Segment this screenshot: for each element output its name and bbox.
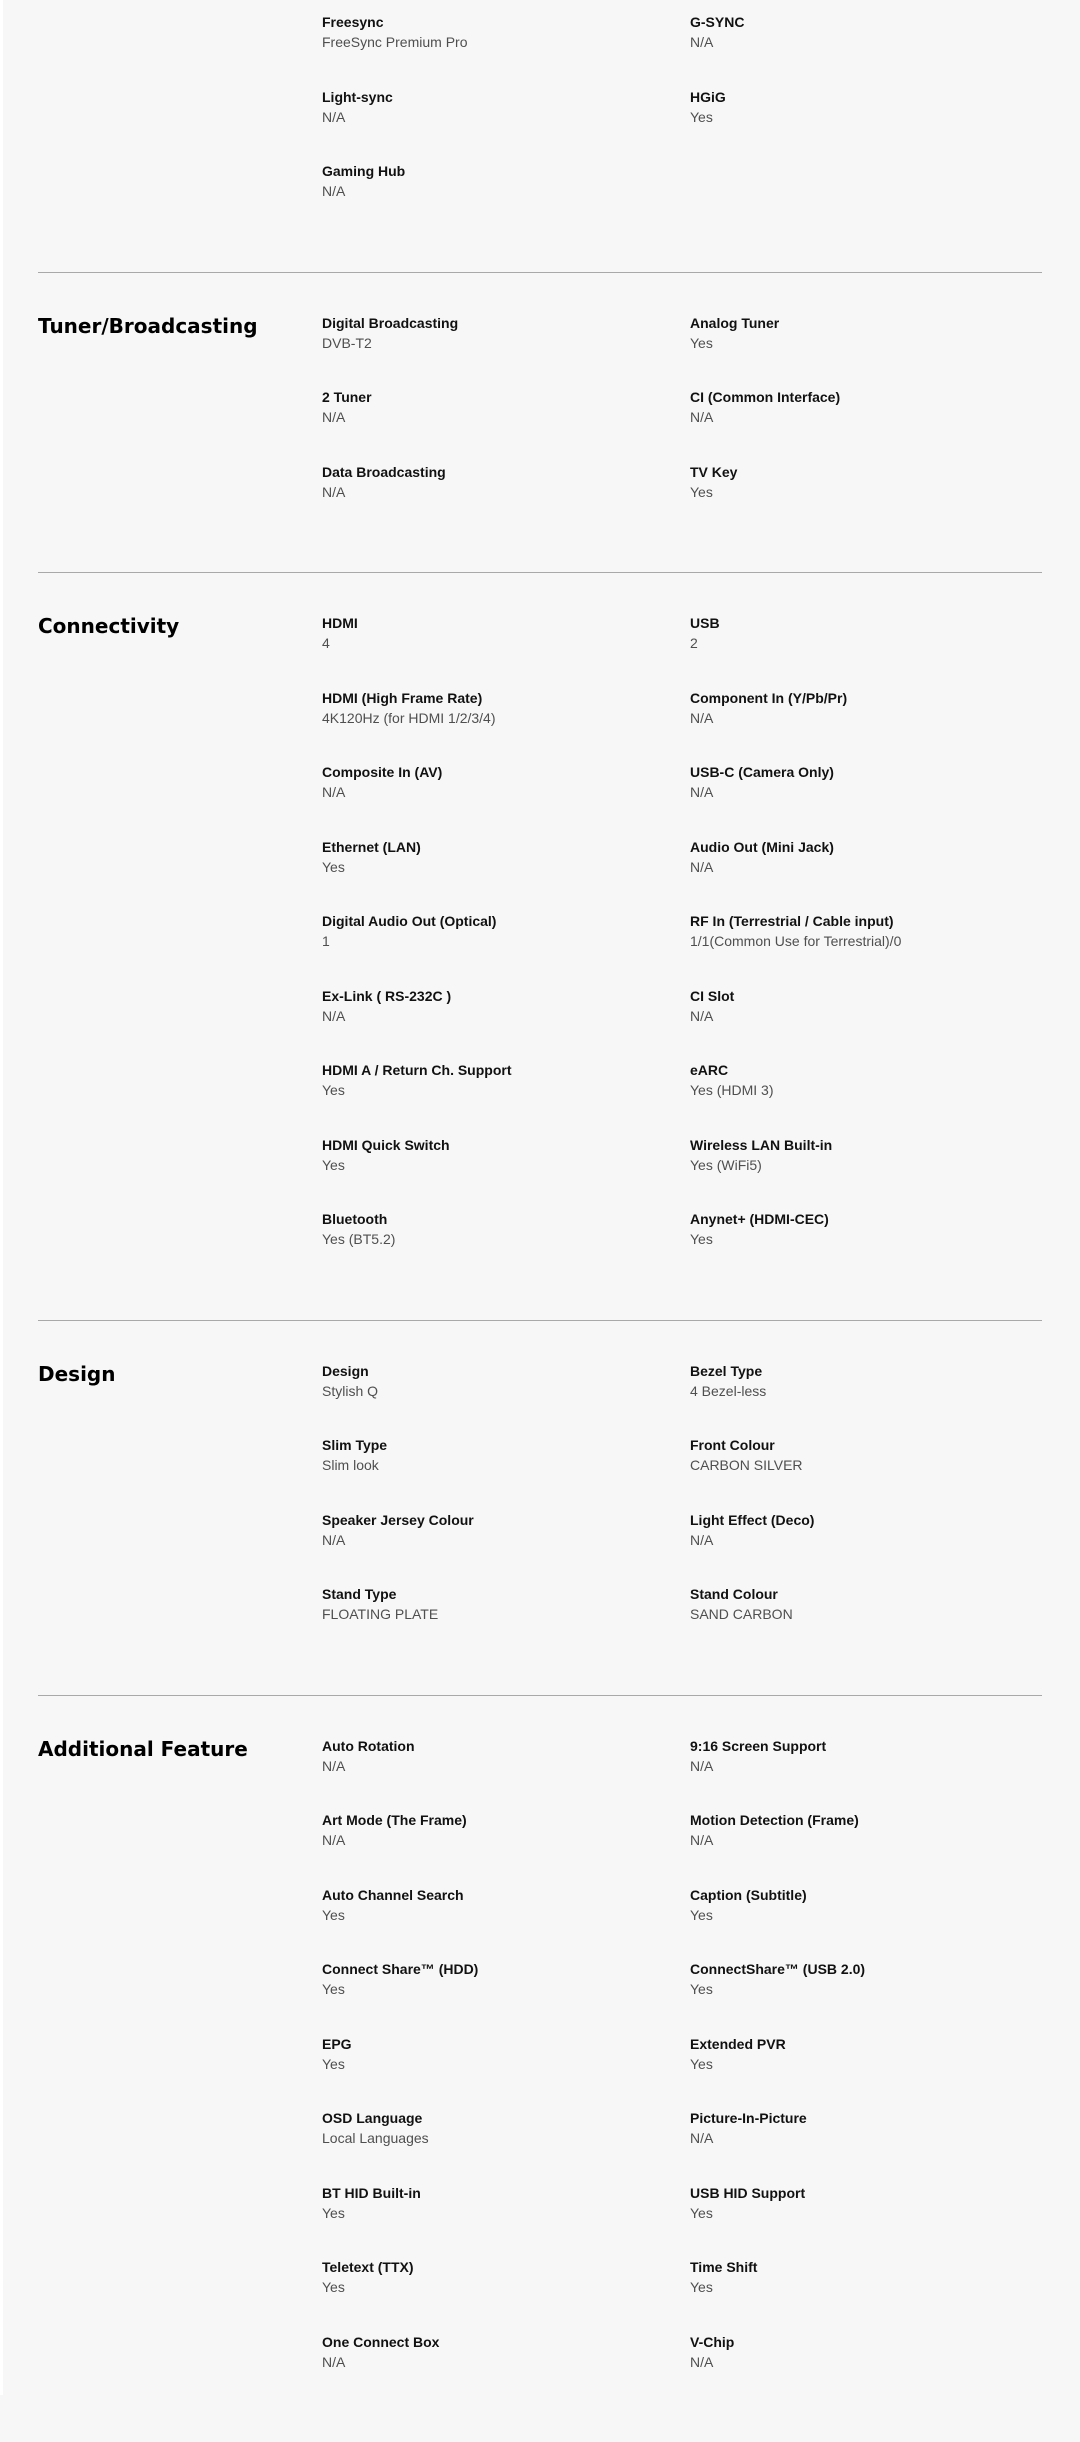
spec-item xyxy=(690,911,1042,986)
spec-item xyxy=(690,986,1042,1061)
spec-item xyxy=(690,2257,1042,2332)
spec-item xyxy=(322,613,690,688)
spec-name: USB-C (Camera Only) xyxy=(690,762,1042,782)
spec-value: Yes xyxy=(690,1905,1042,1925)
spec-item xyxy=(690,613,1042,688)
section-title: Design xyxy=(38,1361,322,1659)
spec-value: Yes xyxy=(322,857,690,877)
spec-value: SAND CARBON xyxy=(690,1604,1042,1624)
spec-value: N/A xyxy=(322,1530,690,1550)
spec-name: Time Shift xyxy=(690,2257,1042,2277)
spec-value: N/A xyxy=(690,32,1042,52)
spec-section xyxy=(38,573,1042,1321)
spec-name: Stand Colour xyxy=(690,1584,1042,1604)
spec-value: Yes xyxy=(690,482,1042,502)
spec-item xyxy=(322,2257,690,2332)
spec-name: RF In (Terrestrial / Cable input) xyxy=(690,911,1042,931)
spec-name: CI Slot xyxy=(690,986,1042,1006)
spec-item xyxy=(690,1584,1042,1659)
spec-name: HDMI Quick Switch xyxy=(322,1135,690,1155)
spec-item xyxy=(322,1959,690,2034)
spec-name: EPG xyxy=(322,2034,690,2054)
spec-value: FLOATING PLATE xyxy=(322,1604,690,1624)
spec-name: Digital Audio Out (Optical) xyxy=(322,911,690,931)
spec-value: N/A xyxy=(322,1830,690,1850)
spec-value: N/A xyxy=(322,1756,690,1776)
spec-grid xyxy=(322,12,1042,236)
spec-name: Audio Out (Mini Jack) xyxy=(690,837,1042,857)
spec-value: N/A xyxy=(322,2352,690,2372)
spec-name: Light-sync xyxy=(322,87,690,107)
spec-value: 4 Bezel-less xyxy=(690,1381,1042,1401)
spec-value: N/A xyxy=(322,1006,690,1026)
spec-item xyxy=(322,911,690,986)
spec-name: TV Key xyxy=(690,462,1042,482)
spec-grid xyxy=(322,613,1042,1284)
spec-section xyxy=(38,0,1042,273)
spec-value: Yes (WiFi5) xyxy=(690,1155,1042,1175)
spec-value: Yes xyxy=(690,107,1042,127)
section-title xyxy=(38,12,322,236)
spec-item xyxy=(690,2034,1042,2109)
spec-value: Yes xyxy=(690,2054,1042,2074)
spec-value: N/A xyxy=(322,482,690,502)
spec-name: USB HID Support xyxy=(690,2183,1042,2203)
spec-item xyxy=(690,1135,1042,1210)
spec-name: Picture-In-Picture xyxy=(690,2108,1042,2128)
spec-value: N/A xyxy=(690,1006,1042,1026)
spec-name: Slim Type xyxy=(322,1435,690,1455)
spec-name: USB xyxy=(690,613,1042,633)
spec-name: Bluetooth xyxy=(322,1209,690,1229)
spec-item xyxy=(690,87,1042,162)
spec-item xyxy=(690,688,1042,763)
spec-value: N/A xyxy=(690,1530,1042,1550)
spec-item xyxy=(690,1209,1042,1284)
specifications-page xyxy=(38,0,1042,2442)
spec-item xyxy=(322,1510,690,1585)
spec-section xyxy=(38,1321,1042,1696)
spec-name: 9:16 Screen Support xyxy=(690,1736,1042,1756)
spec-value: N/A xyxy=(690,708,1042,728)
section-title: Tuner/Broadcasting xyxy=(38,313,322,537)
spec-value: 2 xyxy=(690,633,1042,653)
spec-value: Yes xyxy=(322,1080,690,1100)
spec-item xyxy=(690,1361,1042,1436)
spec-value: N/A xyxy=(322,407,690,427)
spec-name: Caption (Subtitle) xyxy=(690,1885,1042,1905)
spec-item xyxy=(322,12,690,87)
spec-item xyxy=(322,1736,690,1811)
spec-item xyxy=(690,1885,1042,1960)
spec-name: Art Mode (The Frame) xyxy=(322,1810,690,1830)
spec-name: Freesync xyxy=(322,12,690,32)
spec-item xyxy=(322,1209,690,1284)
spec-item xyxy=(690,1435,1042,1510)
spec-item xyxy=(690,387,1042,462)
spec-value: N/A xyxy=(690,2128,1042,2148)
spec-item xyxy=(690,1959,1042,2034)
spec-value: 1/1(Common Use for Terrestrial)/0 xyxy=(690,931,1042,951)
spec-value: Yes xyxy=(322,1979,690,1999)
spec-item xyxy=(322,313,690,388)
spec-item xyxy=(322,2183,690,2258)
spec-value: Yes xyxy=(690,2203,1042,2223)
spec-name: Anynet+ (HDMI-CEC) xyxy=(690,1209,1042,1229)
spec-name: Stand Type xyxy=(322,1584,690,1604)
spec-item xyxy=(690,462,1042,537)
spec-value: Stylish Q xyxy=(322,1381,690,1401)
spec-name: Digital Broadcasting xyxy=(322,313,690,333)
spec-section xyxy=(38,273,1042,574)
spec-name: V-Chip xyxy=(690,2332,1042,2352)
spec-item xyxy=(690,313,1042,388)
spec-value: N/A xyxy=(322,782,690,802)
spec-value: Local Languages xyxy=(322,2128,690,2148)
spec-value: N/A xyxy=(690,1830,1042,1850)
spec-name: HDMI (High Frame Rate) xyxy=(322,688,690,708)
spec-item xyxy=(322,462,690,537)
spec-item xyxy=(690,2183,1042,2258)
spec-item xyxy=(322,1060,690,1135)
spec-name: Speaker Jersey Colour xyxy=(322,1510,690,1530)
spec-item xyxy=(322,2034,690,2109)
spec-item xyxy=(690,1736,1042,1811)
spec-name: Gaming Hub xyxy=(322,161,690,181)
spec-item xyxy=(322,1361,690,1436)
spec-value: Slim look xyxy=(322,1455,690,1475)
section-title: Connectivity xyxy=(38,613,322,1284)
spec-item xyxy=(322,87,690,162)
spec-name: Auto Rotation xyxy=(322,1736,690,1756)
spec-value: 4K120Hz (for HDMI 1/2/3/4) xyxy=(322,708,690,728)
spec-value: N/A xyxy=(690,2352,1042,2372)
spec-name: HDMI A / Return Ch. Support xyxy=(322,1060,690,1080)
spec-item xyxy=(690,837,1042,912)
spec-name: Motion Detection (Frame) xyxy=(690,1810,1042,1830)
spec-value: DVB-T2 xyxy=(322,333,690,353)
spec-name: HGiG xyxy=(690,87,1042,107)
spec-grid xyxy=(322,1736,1042,2407)
spec-item xyxy=(322,1435,690,1510)
spec-item xyxy=(322,1885,690,1960)
spec-item xyxy=(690,1810,1042,1885)
spec-item xyxy=(322,2108,690,2183)
spec-name: Data Broadcasting xyxy=(322,462,690,482)
spec-value: Yes xyxy=(690,333,1042,353)
spec-grid xyxy=(322,1361,1042,1659)
spec-item xyxy=(322,387,690,462)
spec-value: Yes xyxy=(690,2277,1042,2297)
spec-item xyxy=(690,1060,1042,1135)
section-title: Additional Feature xyxy=(38,1736,322,2407)
spec-item xyxy=(690,762,1042,837)
spec-value: Yes xyxy=(322,1905,690,1925)
spec-value: N/A xyxy=(322,107,690,127)
spec-item xyxy=(322,1584,690,1659)
spec-name: Extended PVR xyxy=(690,2034,1042,2054)
spec-name: Teletext (TTX) xyxy=(322,2257,690,2277)
spec-value: Yes xyxy=(322,2054,690,2074)
spec-name: Design xyxy=(322,1361,690,1381)
spec-value: 1 xyxy=(322,931,690,951)
spec-value: N/A xyxy=(690,857,1042,877)
spec-name: OSD Language xyxy=(322,2108,690,2128)
spec-name: Composite In (AV) xyxy=(322,762,690,782)
spec-item xyxy=(322,161,690,236)
spec-value: FreeSync Premium Pro xyxy=(322,32,690,52)
spec-value: CARBON SILVER xyxy=(690,1455,1042,1475)
spec-name: Bezel Type xyxy=(690,1361,1042,1381)
spec-name: Analog Tuner xyxy=(690,313,1042,333)
spec-value: Yes (HDMI 3) xyxy=(690,1080,1042,1100)
spec-value: Yes xyxy=(322,2203,690,2223)
spec-item xyxy=(322,986,690,1061)
spec-item xyxy=(690,2108,1042,2183)
spec-name: ConnectShare™ (USB 2.0) xyxy=(690,1959,1042,1979)
spec-item xyxy=(322,837,690,912)
spec-name: G-SYNC xyxy=(690,12,1042,32)
spec-name: Wireless LAN Built-in xyxy=(690,1135,1042,1155)
spec-name: Auto Channel Search xyxy=(322,1885,690,1905)
spec-name: Component In (Y/Pb/Pr) xyxy=(690,688,1042,708)
spec-value: Yes xyxy=(690,1979,1042,1999)
spec-item xyxy=(690,12,1042,87)
spec-value: Yes xyxy=(322,1155,690,1175)
spec-name: Connect Share™ (HDD) xyxy=(322,1959,690,1979)
spec-item xyxy=(322,1810,690,1885)
spec-value: N/A xyxy=(690,782,1042,802)
spec-item xyxy=(322,688,690,763)
spec-value: 4 xyxy=(322,633,690,653)
spec-item xyxy=(322,762,690,837)
spec-value: Yes xyxy=(690,1229,1042,1249)
spec-item xyxy=(322,1135,690,1210)
spec-item xyxy=(690,1510,1042,1585)
spec-value: N/A xyxy=(322,181,690,201)
spec-value: Yes (BT5.2) xyxy=(322,1229,690,1249)
spec-name: Front Colour xyxy=(690,1435,1042,1455)
spec-value: N/A xyxy=(690,1756,1042,1776)
spec-grid xyxy=(322,313,1042,537)
spec-name: One Connect Box xyxy=(322,2332,690,2352)
spec-name: Ex-Link ( RS-232C ) xyxy=(322,986,690,1006)
spec-name: HDMI xyxy=(322,613,690,633)
spec-name: 2 Tuner xyxy=(322,387,690,407)
spec-name: Ethernet (LAN) xyxy=(322,837,690,857)
page-left-edge xyxy=(0,0,3,2395)
spec-value: Yes xyxy=(322,2277,690,2297)
spec-value: N/A xyxy=(690,407,1042,427)
spec-name: Light Effect (Deco) xyxy=(690,1510,1042,1530)
spec-name: BT HID Built-in xyxy=(322,2183,690,2203)
spec-name: eARC xyxy=(690,1060,1042,1080)
spec-name: CI (Common Interface) xyxy=(690,387,1042,407)
spec-section xyxy=(38,1696,1042,2442)
